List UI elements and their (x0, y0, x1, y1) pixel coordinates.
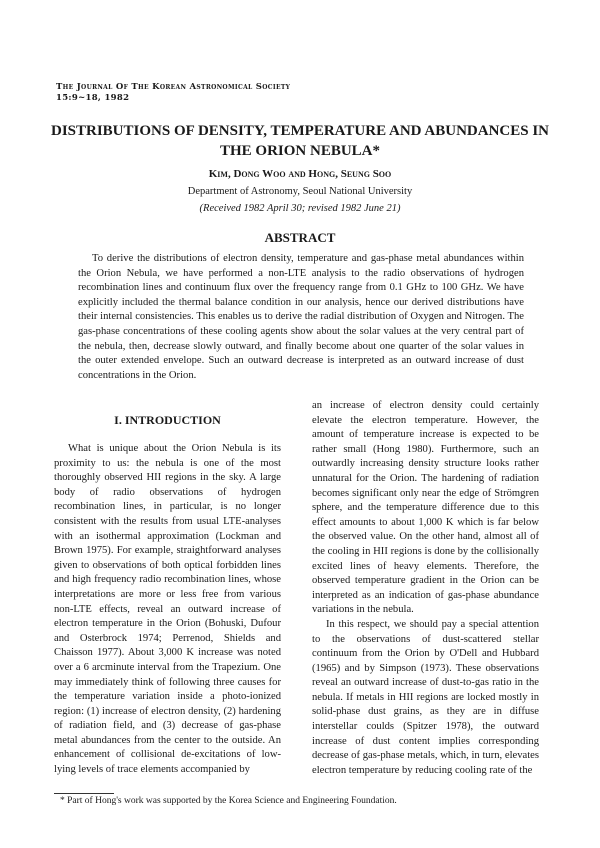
received-dates: (Received 1982 April 30; revised 1982 June 21) (199, 203, 401, 214)
intro-paragraph-1: What is unique about the Orion Nebula is its proximity to us: the nebula is one of the most thoroughly observed HII regions in the sky. A large body of radio observations of hydrogen recombination lines, in particular, is no longer consistent with the results from usual LTE-analyses with an isothermal approximation (Lockman and Brown 1975). For example, straightforward analyses given to observations of both optical forbidden lines and high frequency radio recombination lines, whose interpretations are more or less free from various non-LTE effects, reveal an outward increase of electron temperature in the Orion (Bohuski, Dufour and Osterbrock 1974; Perrenod, Shields and Chaisson 1977). About 3,000 K increase was noted over a 6 arcminute interval from the Trapezium. One may immediately think of following three causes for the temperature variation inside a photo-ionized region: (1) increase of electron density, (2) hardening of radiation field, and (3) decrease of gas-phase metal abundances from the center to the outside. An enhancement of collisional de-excitations of low-lying levels of trace elements accompanied by (54, 443, 281, 776)
abstract-heading: ABSTRACT (264, 230, 336, 245)
journal-volume-pages: 15:9~18, 1982 (56, 93, 130, 103)
paper-authors: Kim, Dong Woo and Hong, Seung Soo (208, 168, 392, 180)
intro-paragraph-3: In this respect, we should pay a special attention to the observations of dust-scattered stellar continuum from the Orion by O'Dell and Hubbard (1965) and by Simpson (1973). These observations reveal an outward increase of dust-to-gas ratio in the nebula. If metals in HII regions are locked mostly in solid-phase dust grains, as they are in diffuse interstellar coulds (Spitzer 1978), the outward increase of dust content implies corresponding decrease of gas-phase metals, which, in turn, elevates electron temperature by reducing cooling rate of the (312, 618, 539, 776)
footnote-divider (54, 793, 114, 794)
footnote: * Part of Hong's work was supported by the Korea Science and Engineering Foundation. (60, 796, 397, 806)
section-heading-introduction: I. INTRODUCTION (114, 413, 221, 427)
journal-name: The Journal Of The Korean Astronomical Society (56, 82, 291, 92)
journal-header (56, 82, 290, 104)
intro-paragraph-2: an increase of electron density could certainly elevate the electron temperature. However, the amount of temperature increase is expected to be rather small (Hong 1980). Furthermore, such an outwardly increasing density structure looks rather unnatural for the Orion. The hardening of radiation becomes significant only near the edge of Strömgren sphere, and the temperature difference due to this effect amounts to about 1,000 K which is far below the observed value. On the other hand, almost all of the cooling in HII regions is done by the collisionally excited lines of heavy elements. Therefore, the observed temperature gradient in the Orion can be interpreted as an indication of gas-phase abundance variations in the nebula. (312, 400, 539, 616)
right-column (312, 399, 539, 778)
left-column (54, 412, 281, 778)
abstract-text: To derive the distributions of electron density, temperature and gas-phase metal abundances within the Orion Nebula, we have performed a non-LTE analysis to the radio observations of hydrogen recombination lines and continuum flux over the frequency range from 0.1 GHz to 100 GHz. We have explicitly included the thermal balance condition in our analysis, hence our derived distributions have their internal consistencies. This enables us to derive the radial distribution of Oxygen and Nitrogen. The gas-phase concentrations of these cooling agents show about the solar values at the very central part of the nebula, then, decrease slowly outward, and finally become about one quarter of the solar values in the outer extended envelope. Such an outward decrease is interpreted as an outward increase of dust concentrations in the Orion. (78, 253, 524, 381)
author-affiliation: Department of Astronomy, Seoul National University (187, 186, 413, 197)
paper-title: DISTRIBUTIONS OF DENSITY, TEMPERATURE AND ABUNDANCES IN THE ORION NEBULA* (50, 123, 550, 159)
